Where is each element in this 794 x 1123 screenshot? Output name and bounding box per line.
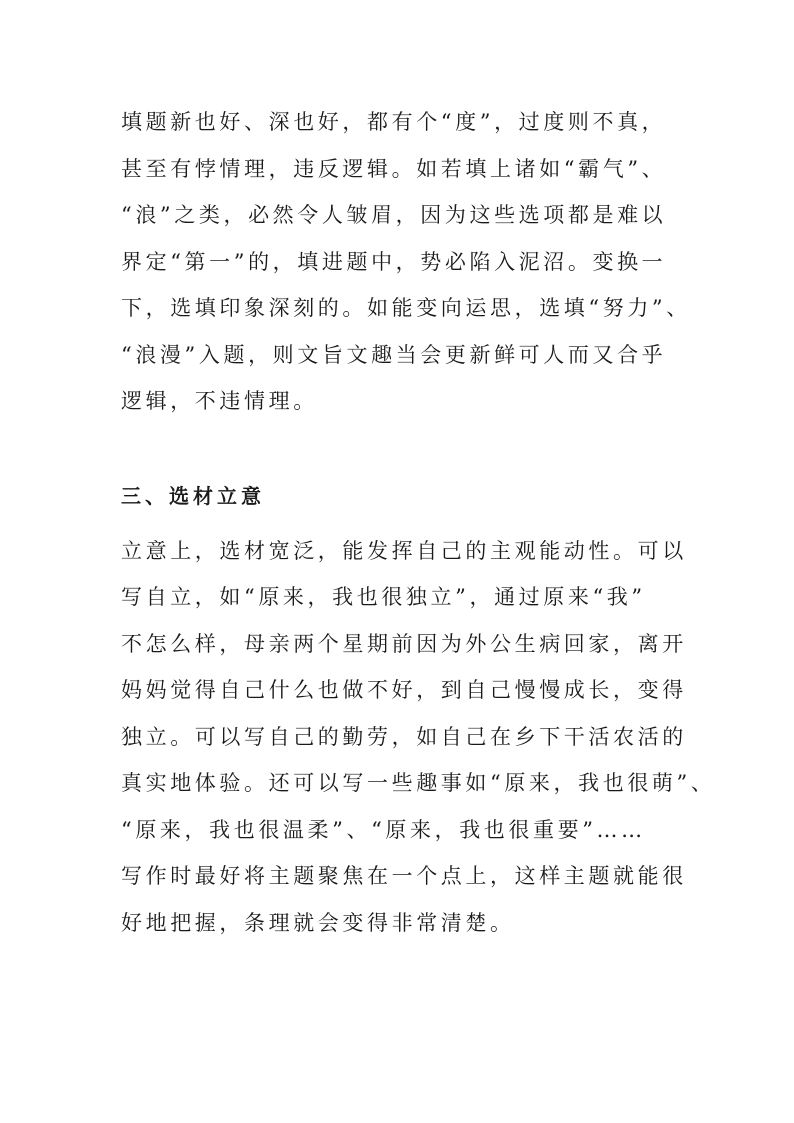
paragraph-line: 逻辑，不违情理。	[121, 389, 318, 413]
paragraph-line: 下，选填印象深刻的。如能变向运思，选填“努力”、	[121, 296, 691, 320]
paragraph-line: 独立。可以写自己的勤劳，如自己在乡下干活农活的	[121, 725, 687, 749]
paragraph-line: 填题新也好、深也好，都有个“度”，过度则不真，	[121, 110, 667, 134]
paragraph-line: 好地把握，条理就会变得非常清楚。	[121, 911, 515, 935]
paragraph-line: 写作时最好将主题聚焦在一个点上，这样主题就能很	[121, 864, 687, 888]
paragraph-line: 真实地体验。还可以写一些趣事如“原来，我也很萌”、	[121, 771, 716, 795]
section-heading: 三、选材立意	[121, 484, 265, 508]
paragraph-line: 立意上，选材宽泛，能发挥自己的主观能动性。可以	[121, 539, 687, 563]
paragraph-line: “浪”之类，必然令人皱眉，因为这些选项都是难以	[121, 203, 667, 227]
paragraph-line: 妈妈觉得自己什么也做不好，到自己慢慢成长，变得	[121, 678, 687, 702]
paragraph-line: 界定“第一”的，填进题中，势必陷入泥沼。变换一	[121, 250, 667, 274]
paragraph-line: 不怎么样，母亲两个星期前因为外公生病回家，离开	[121, 632, 687, 656]
paragraph-line: 甚至有悖情理，违反逻辑。如若填上诸如“霸气”、	[121, 157, 667, 181]
paragraph-line: “浪漫”入题，则文旨文趣当会更新鲜可人而又合乎	[121, 343, 667, 367]
paragraph-line: “原来，我也很温柔”、“原来，我也很重要”……	[121, 818, 646, 842]
paragraph-line: 写自立，如“原来，我也很独立”，通过原来“我”	[121, 585, 646, 609]
